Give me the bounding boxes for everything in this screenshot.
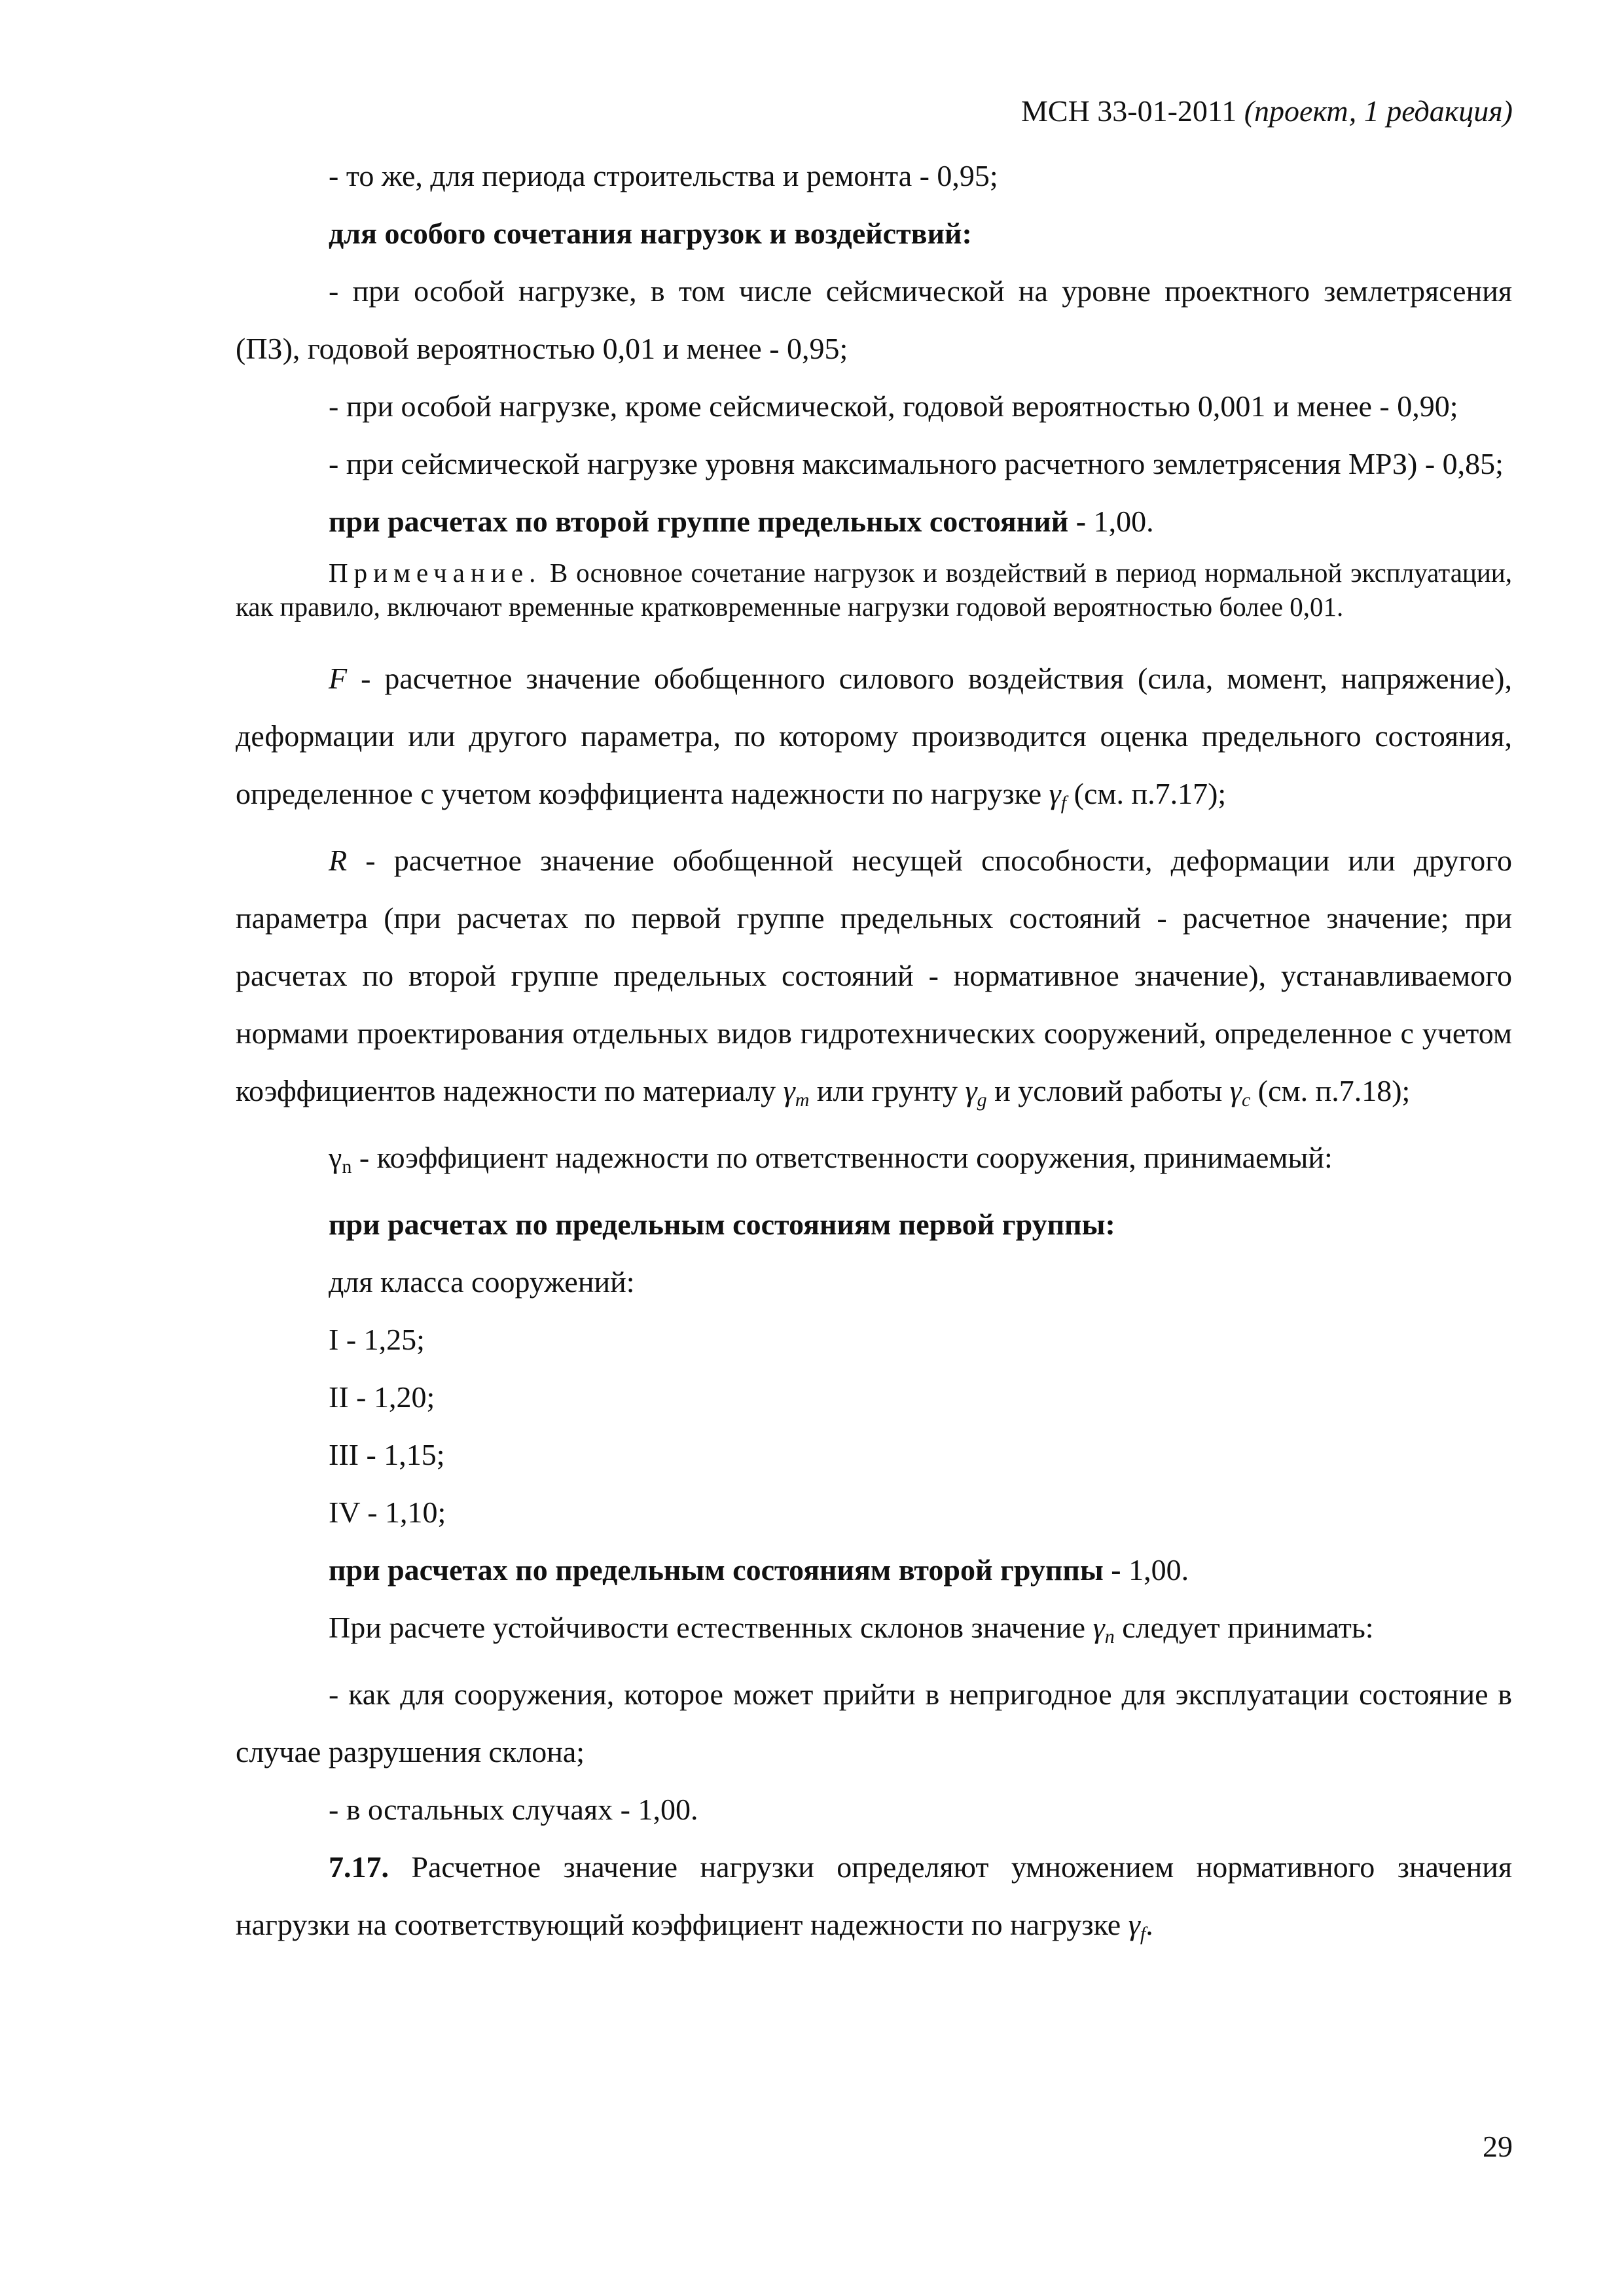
clause-7-17-text: Расчетное значение нагрузки определяют умножением нормативного значения нагрузки на соответствующий коэффициент надежности по нагрузке — [236, 1850, 1512, 1941]
paragraph-second-group-limit — [236, 1541, 1512, 1599]
paragraph-mrz: - при сейсмической нагрузке уровня максимального расчетного землетрясения МРЗ) - 0,85; — [329, 447, 1504, 480]
gamma-f-symbol: γ — [1049, 777, 1061, 810]
clause-number-7-17: 7.17. — [329, 1850, 389, 1884]
gamma-n-symbol: γ — [329, 1141, 342, 1174]
r-text: - расчетное значение обобщенной несущей способности, деформации или другого параметра (при расчетах по первой группе предельных состояний - расчетное значение; при расчетах по второй группе предельных состояний - нормативное значение), устанавливаемого нормами проектирования отдельных видов гидротехнических сооружений, определенное с учетом коэффициентов надежности по материалу — [236, 844, 1512, 1107]
paragraph-slope — [236, 1599, 1512, 1666]
second-group-label: при расчетах по второй группе предельных состояний - — [329, 505, 1094, 538]
r-mid: или грунту — [809, 1074, 965, 1107]
paragraph-7-17 — [236, 1839, 1512, 1963]
document-code: МСН 33-01-2011 — [1020, 94, 1244, 128]
note-label: Примечание. — [329, 558, 542, 588]
page-body — [236, 147, 1512, 1963]
heading-first-group: при расчетах по предельным состояниям первой группы: — [329, 1208, 1115, 1241]
gamma-m-symbol: γ — [783, 1074, 795, 1107]
gamma-c-symbol: γ — [1229, 1074, 1242, 1107]
class-label: для класса сооружений: — [329, 1265, 635, 1299]
paragraph-special-seismic: - при особой нагрузке, в том числе сейсмической на уровне проектного землетрясения (ПЗ), годовой вероятностью 0,01 и менее - 0,95; — [236, 274, 1512, 365]
document-status: (проект, 1 редакция) — [1244, 94, 1513, 128]
clause-7-17-tail: . — [1146, 1908, 1153, 1941]
slope-gamma-symbol: γ — [1092, 1611, 1105, 1644]
slope-gamma-subscript: n — [1104, 1626, 1115, 1647]
r-tail: (см. п.7.18); — [1250, 1074, 1411, 1107]
symbol-r: R — [329, 844, 348, 877]
paragraph-r-definition — [236, 832, 1512, 1129]
gamma-g-symbol: γ — [965, 1074, 977, 1107]
second-group-limit-label: при расчетах по предельным состояниям второй группы - — [329, 1553, 1129, 1587]
gamma-n-subscript: n — [342, 1156, 352, 1177]
class-item-1: I - 1,25; — [329, 1323, 425, 1356]
symbol-f: F — [329, 662, 348, 695]
note-text: В основное сочетание нагрузок и воздействий в период нормальной эксплуатации, как правило, включают временные кратковременные нагрузки годовой вероятностью более 0,01. — [236, 558, 1512, 622]
clause-7-17-gamma-symbol: γ — [1128, 1908, 1140, 1941]
gamma-c-subscript: c — [1241, 1089, 1251, 1111]
paragraph-construction-period: - то же, для периода строительства и ремонта - 0,95; — [329, 159, 998, 192]
note-block — [236, 556, 1512, 624]
f-text: - расчетное значение обобщенного силового воздействия (сила, момент, напряжение), деформации или другого параметра, по которому производится оценка предельного состояния, определенное с учетом коэффициента надежности по нагрузке — [236, 662, 1512, 810]
class-item-3: III - 1,15; — [329, 1438, 445, 1471]
paragraph-slope-item-2: - в остальных случаях - 1,00. — [329, 1793, 698, 1826]
class-item-2: II - 1,20; — [329, 1380, 435, 1414]
gamma-g-subscript: g — [977, 1089, 987, 1111]
clause-7-17-gamma-subscript: f — [1140, 1923, 1146, 1945]
gamma-m-subscript: m — [795, 1089, 810, 1111]
f-tail: (см. п.7.17); — [1066, 777, 1227, 810]
second-group-limit-value: 1,00. — [1128, 1553, 1189, 1587]
page-header — [1021, 92, 1513, 131]
gamma-f-subscript: f — [1060, 792, 1067, 814]
gamma-n-text: - коэффициент надежности по ответственности сооружения, принимаемый: — [352, 1141, 1333, 1174]
slope-text: При расчете устойчивости естественных склонов значение — [329, 1611, 1093, 1644]
paragraph-special-non-seismic: - при особой нагрузке, кроме сейсмической, годовой вероятностью 0,001 и менее - 0,90; — [329, 389, 1458, 423]
r-mid2: и условий работы — [986, 1074, 1230, 1107]
page-number: 29 — [1483, 2130, 1513, 2163]
class-item-4: IV - 1,10; — [329, 1496, 446, 1529]
paragraph-f-definition — [236, 650, 1512, 832]
paragraph-gamma-n-definition — [236, 1129, 1512, 1196]
paragraph-slope-item-1: - как для сооружения, которое может прийти в непригодное для эксплуатации состояние в случае разрушения склона; — [236, 1677, 1512, 1768]
slope-tail: следует принимать: — [1114, 1611, 1374, 1644]
paragraph-second-group — [236, 493, 1512, 550]
second-group-value: 1,00. — [1093, 505, 1154, 538]
heading-special-combination: для особого сочетания нагрузок и воздействий: — [329, 217, 972, 250]
